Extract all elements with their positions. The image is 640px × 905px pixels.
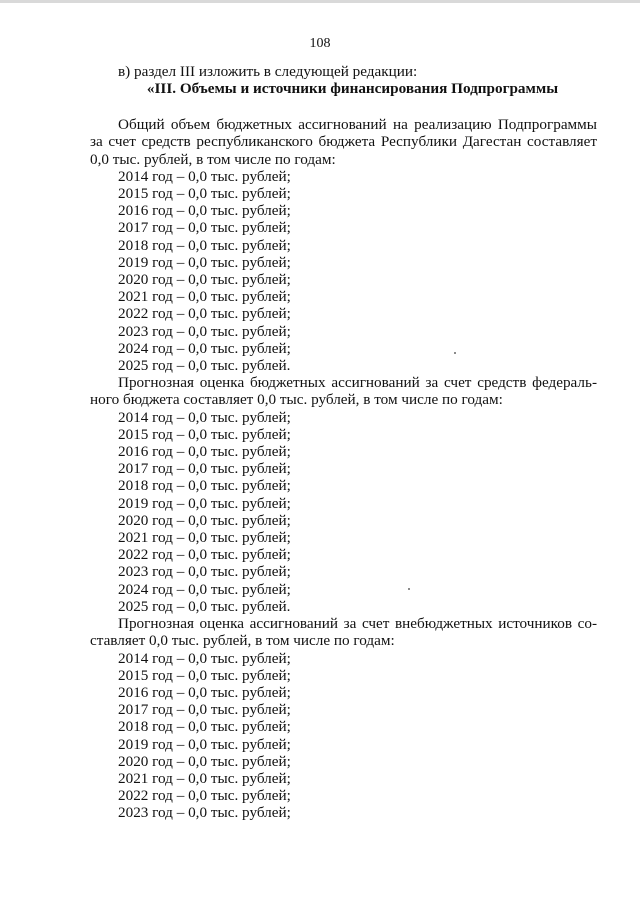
funding-block-federal bbox=[90, 374, 597, 615]
funding-block-extrabudgetary bbox=[90, 615, 597, 821]
year-line: 2015 год – 0,0 тыс. рублей; bbox=[118, 425, 291, 443]
year-line: 2022 год – 0,0 тыс. рублей; bbox=[118, 787, 291, 805]
year-line: 2023 год – 0,0 тыс. рублей; bbox=[118, 804, 291, 822]
scan-speck bbox=[454, 352, 456, 354]
page-number: 108 bbox=[309, 36, 331, 51]
year-line: 2018 год – 0,0 тыс. рублей; bbox=[118, 477, 291, 495]
year-line: 2024 год – 0,0 тыс. рублей; bbox=[118, 580, 291, 598]
year-list bbox=[90, 168, 597, 374]
scan-speck bbox=[408, 588, 410, 590]
year-line: 2018 год – 0,0 тыс. рублей; bbox=[118, 236, 291, 254]
year-line: 2023 год – 0,0 тыс. рублей; bbox=[118, 322, 291, 340]
year-list bbox=[90, 409, 597, 615]
year-line: 2023 год – 0,0 тыс. рублей; bbox=[118, 563, 291, 581]
year-line: 2018 год – 0,0 тыс. рублей; bbox=[118, 718, 291, 736]
year-line: 2025 год – 0,0 тыс. рублей. bbox=[118, 597, 291, 615]
year-line: 2021 год – 0,0 тыс. рублей; bbox=[118, 529, 291, 547]
year-line: 2014 год – 0,0 тыс. рублей; bbox=[118, 408, 291, 426]
year-line: 2020 год – 0,0 тыс. рублей; bbox=[118, 271, 291, 289]
year-line: 2014 год – 0,0 тыс. рублей; bbox=[118, 649, 291, 667]
year-list bbox=[90, 650, 597, 822]
document-body bbox=[90, 63, 597, 822]
intro-line: в) раздел III изложить в следующей редакции: bbox=[118, 63, 418, 80]
funding-paragraph: Прогнозная оценка ассигнований за счет внебюджетных источников со-ставляет 0,0 тыс. рублей, в том числе по годам: bbox=[90, 615, 597, 650]
funding-paragraph: Прогнозная оценка бюджетных ассигнований за счет средств федераль-ного бюджета составляет 0,0 тыс. рублей, в том числе по годам: bbox=[90, 374, 597, 409]
year-line: 2016 год – 0,0 тыс. рублей; bbox=[118, 683, 291, 701]
year-line: 2025 год – 0,0 тыс. рублей. bbox=[118, 357, 291, 375]
year-line: 2016 год – 0,0 тыс. рублей; bbox=[118, 202, 291, 220]
year-line: 2016 год – 0,0 тыс. рублей; bbox=[118, 443, 291, 461]
year-line: 2019 год – 0,0 тыс. рублей; bbox=[118, 494, 291, 512]
year-line: 2022 год – 0,0 тыс. рублей; bbox=[118, 305, 291, 323]
year-line: 2019 год – 0,0 тыс. рублей; bbox=[118, 253, 291, 271]
year-line: 2015 год – 0,0 тыс. рублей; bbox=[118, 185, 291, 203]
section-heading: «III. Объемы и источники финансирования Подпрограммы bbox=[146, 80, 559, 98]
year-line: 2017 год – 0,0 тыс. рублей; bbox=[118, 460, 291, 478]
year-line: 2022 год – 0,0 тыс. рублей; bbox=[118, 546, 291, 564]
funding-paragraph: Общий объем бюджетных ассигнований на реализацию Подпрограммы за счет средств республиканского бюджета Республики Дагестан составляет 0,0 тыс. рублей, в том числе по годам: bbox=[90, 116, 597, 168]
year-line: 2017 год – 0,0 тыс. рублей; bbox=[118, 219, 291, 237]
year-line: 2019 год – 0,0 тыс. рублей; bbox=[118, 735, 291, 753]
year-line: 2014 год – 0,0 тыс. рублей; bbox=[118, 167, 291, 185]
year-line: 2017 год – 0,0 тыс. рублей; bbox=[118, 701, 291, 719]
year-line: 2021 год – 0,0 тыс. рублей; bbox=[118, 288, 291, 306]
year-line: 2021 год – 0,0 тыс. рублей; bbox=[118, 769, 291, 787]
year-line: 2020 год – 0,0 тыс. рублей; bbox=[118, 752, 291, 770]
year-line: 2020 год – 0,0 тыс. рублей; bbox=[118, 511, 291, 529]
year-line: 2015 год – 0,0 тыс. рублей; bbox=[118, 666, 291, 684]
year-line: 2024 год – 0,0 тыс. рублей; bbox=[118, 339, 291, 357]
page-top-edge bbox=[0, 0, 640, 3]
funding-block-republican bbox=[90, 116, 597, 374]
